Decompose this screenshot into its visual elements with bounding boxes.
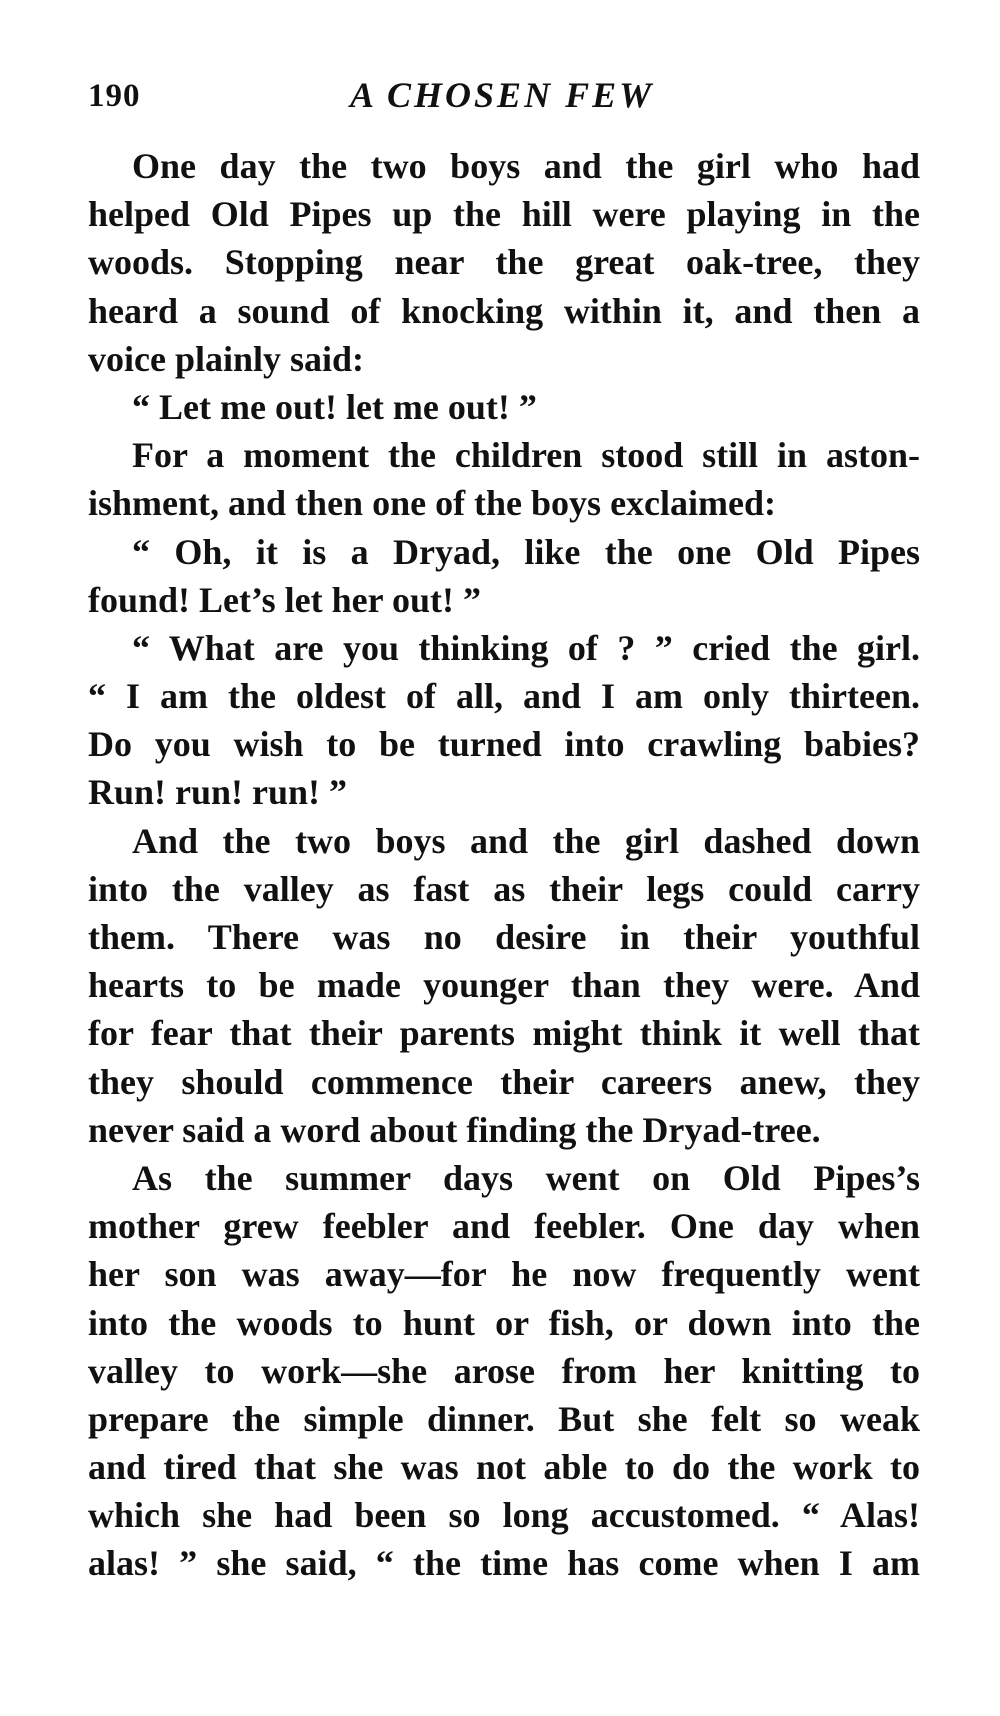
- text-line: Do you wish to be turned into crawling babies?: [88, 724, 920, 765]
- text-line: mother grew feebler and feebler. One day when: [88, 1206, 920, 1247]
- running-title: A CHOSEN FEW: [350, 75, 655, 115]
- text-line: hearts to be made younger than they were. And: [88, 965, 920, 1006]
- text-line: found! Let’s let her out! ”: [88, 579, 481, 620]
- text-line: “ Let me out! let me out! ”: [132, 386, 537, 427]
- text-line: For a moment the children stood still in aston-: [132, 435, 920, 476]
- text-line: And the two boys and the girl dashed down: [132, 820, 920, 861]
- text-line: which she had been so long accustomed. “ Alas!: [88, 1495, 920, 1536]
- text-line: prepare the simple dinner. But she felt so weak: [88, 1398, 920, 1439]
- text-line: “ Oh, it is a Dryad, like the one Old Pipes: [132, 531, 920, 572]
- text-line: never said a word about finding the Dryad-tree.: [88, 1109, 821, 1150]
- text-line: Run! run! run! ”: [88, 772, 348, 813]
- text-line: voice plainly said:: [88, 338, 365, 379]
- text-line: into the woods to hunt or fish, or down into the: [88, 1302, 920, 1343]
- text-line: her son was away—for he now frequently went: [88, 1254, 920, 1295]
- text-line: “ What are you thinking of ? ” cried the girl.: [132, 627, 920, 668]
- text-line: and tired that she was not able to do the work to: [88, 1447, 920, 1488]
- text-line: ishment, and then one of the boys exclaimed:: [88, 483, 777, 524]
- text-line: they should commence their careers anew, they: [88, 1061, 920, 1102]
- text-line: into the valley as fast as their legs could carry: [88, 868, 920, 909]
- text-line: them. There was no desire in their youthful: [88, 917, 920, 957]
- text-line: woods. Stopping near the great oak-tree, they: [88, 242, 920, 283]
- text-line: helped Old Pipes up the hill were playing in the: [88, 194, 920, 235]
- text-line: One day the two boys and the girl who had: [132, 146, 920, 186]
- text-line: heard a sound of knocking within it, and then a: [88, 290, 920, 331]
- page-number: 190: [88, 78, 141, 114]
- text-line: for fear that their parents might think it well that: [88, 1013, 920, 1054]
- body-text: [88, 142, 920, 1588]
- text-line: As the summer days went on Old Pipes’s: [132, 1157, 920, 1198]
- text-line: “ I am the oldest of all, and I am only thirteen.: [88, 676, 920, 717]
- text-line: alas! ” she said, “ the time has come when I am: [88, 1543, 920, 1584]
- text-line: valley to work—she arose from her knitting to: [88, 1350, 920, 1391]
